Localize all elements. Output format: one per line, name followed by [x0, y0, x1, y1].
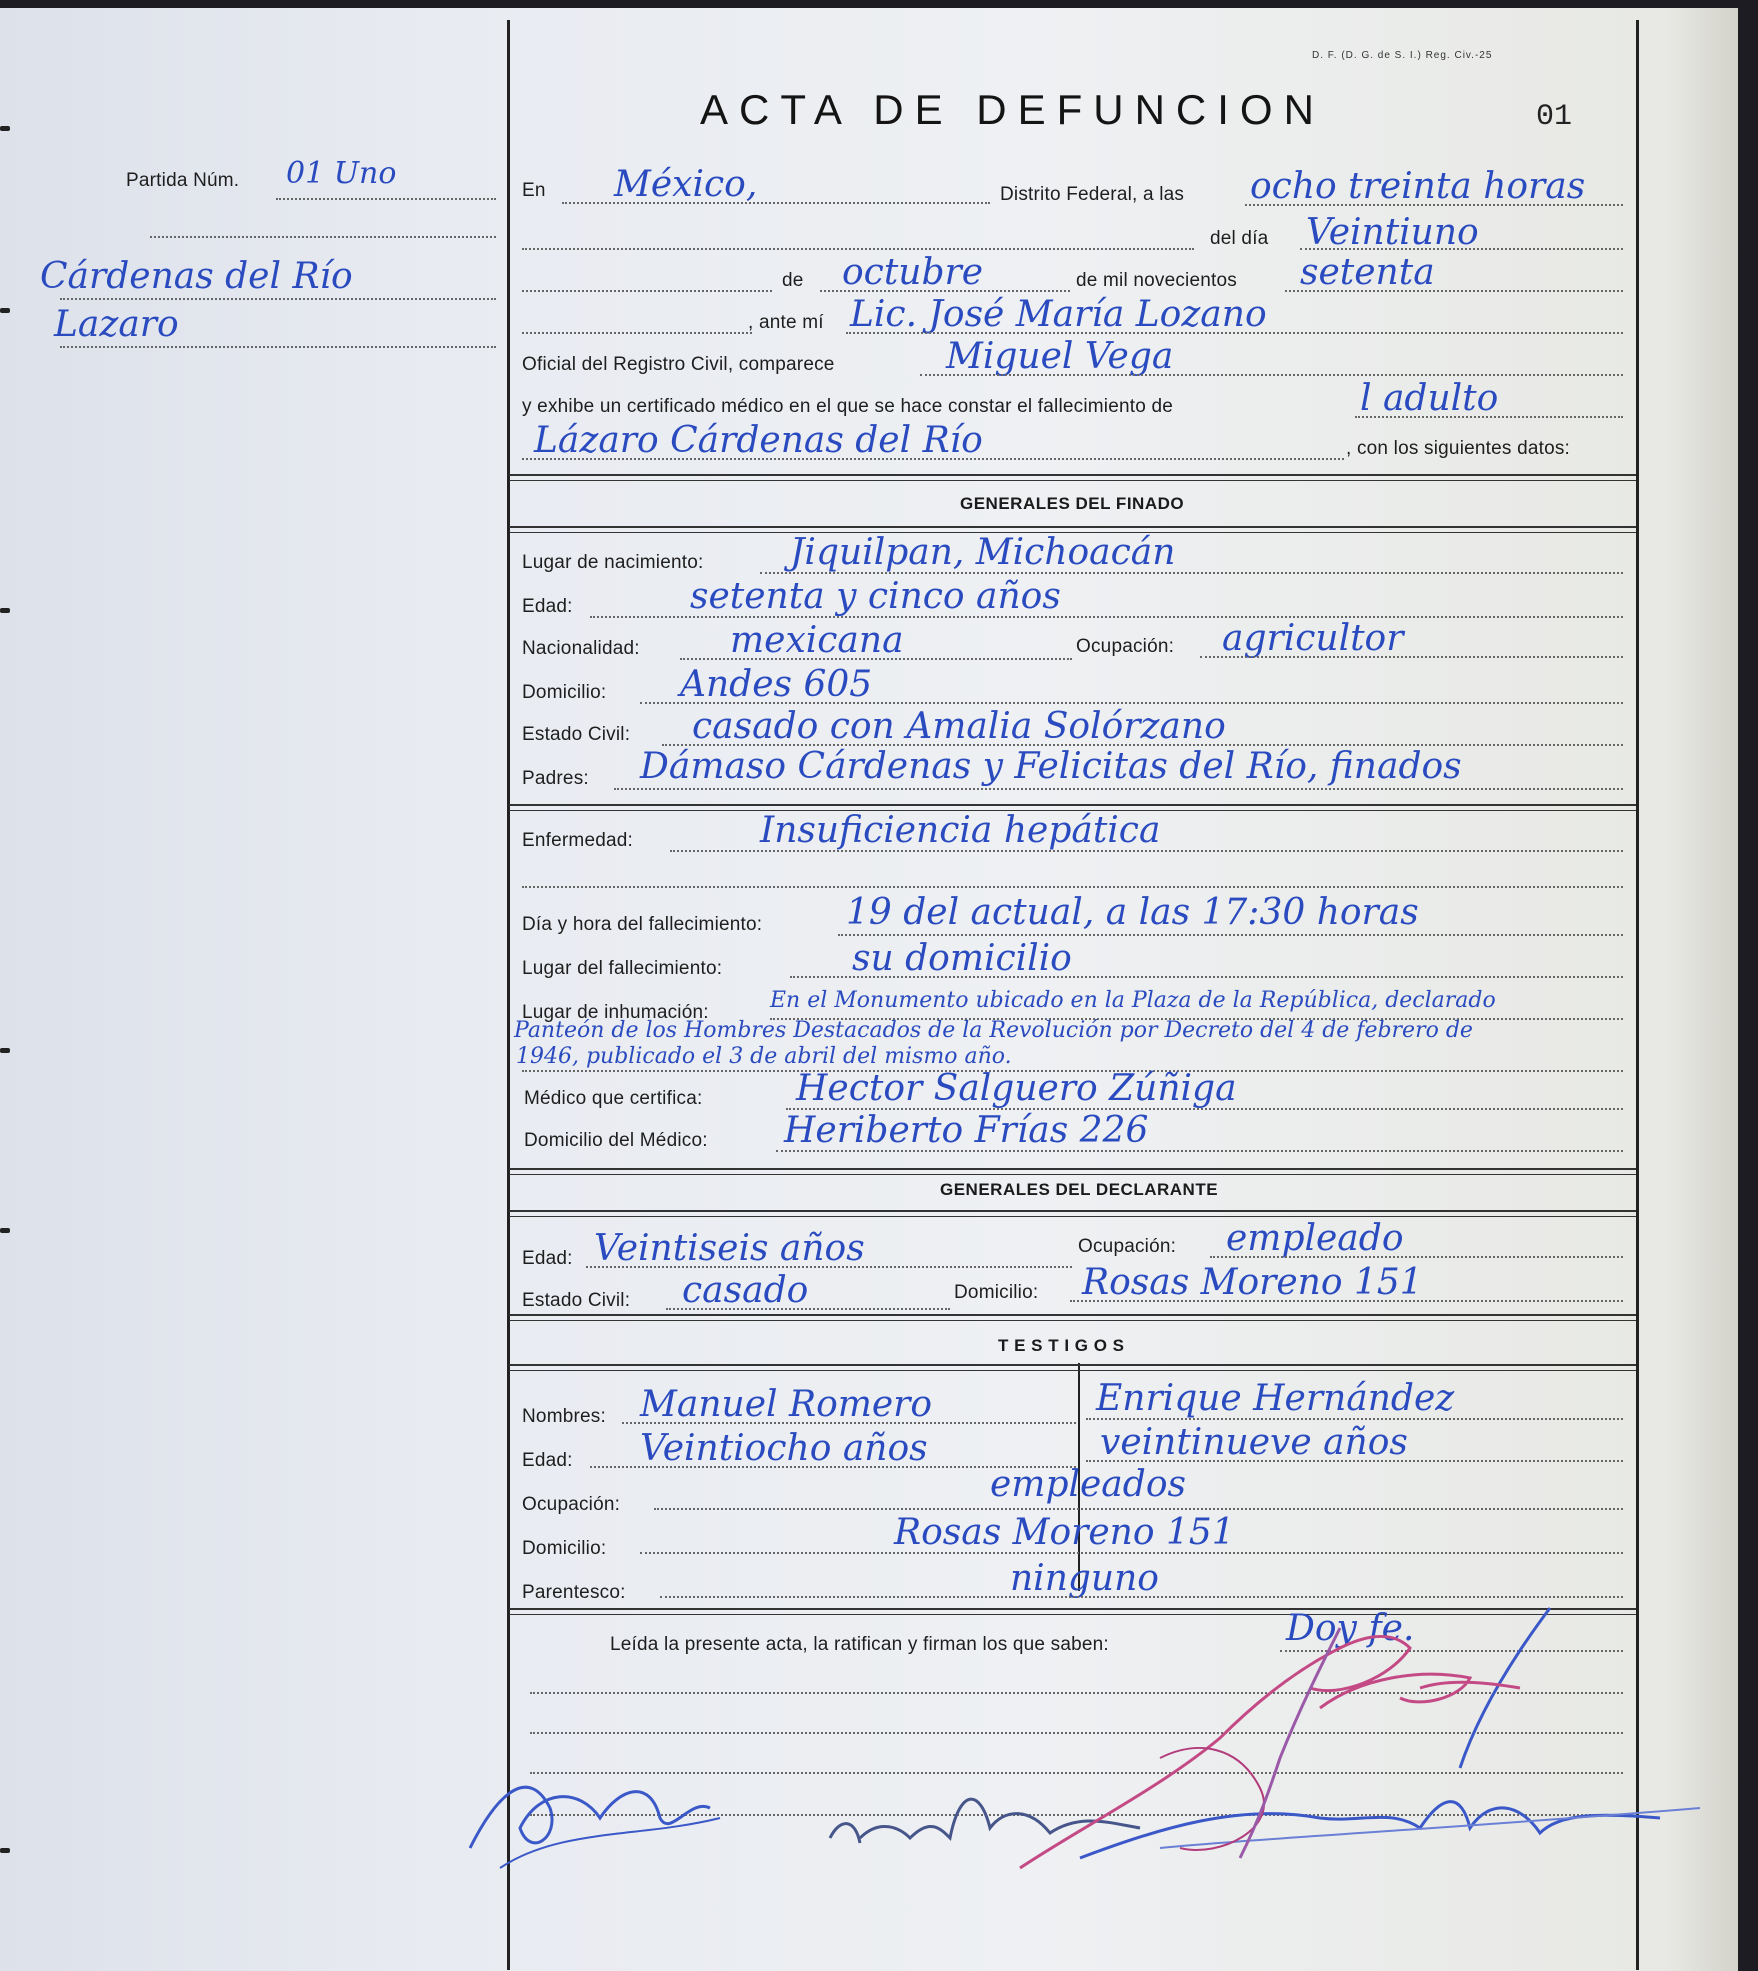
padres-value: Dámaso Cárdenas y Felicitas del Río, finados — [640, 746, 1462, 787]
lugar-fall-label: Lugar del fallecimiento: — [522, 958, 723, 979]
rule — [920, 374, 1623, 376]
medico-value: Hector Salguero Zúñiga — [796, 1068, 1237, 1109]
rule — [666, 1308, 950, 1310]
rule — [776, 1150, 1623, 1152]
decl-domicilio-value: Rosas Moreno 151 — [1082, 1262, 1423, 1303]
oficial-label: Oficial del Registro Civil, comparece — [522, 354, 835, 375]
testigo1-nombre: Manuel Romero — [640, 1384, 933, 1425]
edad-value: setenta y cinco años — [690, 576, 1061, 617]
testigos-ocupacion-value: empleados — [990, 1464, 1186, 1505]
rule — [509, 474, 1636, 476]
edad-label: Edad: — [522, 596, 573, 617]
rule — [1086, 1418, 1623, 1420]
rule — [1355, 416, 1623, 418]
year-value: setenta — [1300, 252, 1435, 293]
dom-medico-label: Domicilio del Médico: — [524, 1130, 708, 1151]
exhibe-label: y exhibe un certificado médico en el que se hace constar el fallecimiento de — [522, 396, 1174, 417]
dia-hora-label: Día y hora del fallecimiento: — [522, 914, 763, 935]
rule — [276, 198, 496, 200]
partida-value: 01 Uno — [286, 156, 397, 191]
rule — [1070, 1300, 1623, 1302]
ante-label: , ante mí — [748, 312, 824, 333]
signature-mark — [1160, 1748, 1264, 1850]
official-value: Lic. José María Lozano — [850, 294, 1267, 335]
rule — [820, 290, 1070, 292]
domicilio-label: Domicilio: — [522, 682, 607, 703]
finado-section-title: GENERALES DEL FINADO — [960, 494, 1185, 513]
doy-fe-value: Doy fe. — [1286, 1608, 1415, 1649]
inhumacion-line3: 1946, publicado el 3 de abril del mismo año. — [516, 1044, 1012, 1069]
rule — [680, 658, 1072, 660]
testigos-parentesco-label: Parentesco: — [522, 1582, 626, 1603]
place-value: México, — [614, 164, 758, 205]
en-label: En — [522, 180, 546, 201]
medico-label: Médico que certifica: — [524, 1088, 703, 1109]
testigos-parentesco-value: ninguno — [1010, 1558, 1159, 1599]
month-value: octubre — [842, 252, 984, 293]
declarante-section-title: GENERALES DEL DECLARANTE — [940, 1180, 1219, 1199]
df-label: Distrito Federal, a las — [1000, 184, 1185, 205]
signature-mark — [470, 1787, 710, 1848]
rule — [509, 1216, 1636, 1217]
decl-edad-value: Veintiseis años — [594, 1228, 865, 1269]
rule — [654, 1508, 1623, 1510]
rule — [614, 788, 1623, 790]
decl-domicilio-label: Domicilio: — [954, 1282, 1039, 1303]
enfermedad-value: Insuficiencia hepática — [760, 810, 1161, 851]
partida-label: Partida Núm. — [126, 170, 240, 191]
rule — [790, 976, 1623, 978]
rule — [509, 1210, 1636, 1212]
testigo1-edad: Veintiocho años — [640, 1428, 928, 1469]
binder-hole — [0, 1848, 10, 1853]
deceased-name-value: Lázaro Cárdenas del Río — [534, 420, 983, 461]
testigos-domicilio-label: Domicilio: — [522, 1538, 607, 1559]
rule — [509, 1174, 1636, 1175]
signature-mark — [1240, 1628, 1340, 1858]
binder-hole — [0, 126, 10, 131]
rule — [509, 1370, 1636, 1371]
rule — [562, 202, 990, 204]
de-label: de — [782, 270, 804, 291]
rule — [509, 1168, 1636, 1170]
rule — [1200, 656, 1623, 658]
margin-name-line1: Cárdenas del Río — [40, 256, 353, 297]
dia-hora-value: 19 del actual, a las 17:30 horas — [846, 892, 1419, 933]
decl-edad-label: Edad: — [522, 1248, 573, 1269]
lugar-nac-value: Jiquilpan, Michoacán — [790, 532, 1176, 573]
certificate-sheet — [0, 8, 1738, 1971]
signature-mark — [1460, 1608, 1550, 1768]
decl-estado-civil-value: casado — [682, 1270, 809, 1311]
estado-civil-value: casado con Amalia Solórzano — [692, 706, 1226, 747]
time-value: ocho treinta horas — [1250, 166, 1586, 207]
inhumacion-line2: Panteón de los Hombres Destacados de la Revolución por Decreto del 4 de febrero de — [514, 1018, 1473, 1043]
estado-civil-label: Estado Civil: — [522, 724, 631, 745]
rule — [509, 1314, 1636, 1316]
rule — [509, 1320, 1636, 1321]
rule — [1285, 290, 1623, 292]
decl-ocupacion-label: Ocupación: — [1078, 1236, 1177, 1257]
rule — [1086, 1460, 1623, 1462]
rule — [522, 290, 772, 292]
testigo2-nombre: Enrique Hernández — [1096, 1378, 1455, 1419]
binder-hole — [0, 1228, 10, 1233]
rule — [509, 1364, 1636, 1366]
testigo2-edad: veintinueve años — [1100, 1422, 1408, 1463]
inhumacion-label: Lugar de inhumación: — [522, 1002, 709, 1023]
rule — [509, 804, 1636, 806]
del-dia-label: del día — [1210, 228, 1269, 249]
rule — [622, 1422, 1076, 1424]
signature-mark — [1080, 1802, 1660, 1858]
datos-label: , con los siguientes datos: — [1346, 438, 1571, 459]
rule — [1245, 204, 1623, 206]
binder-hole — [0, 1048, 10, 1053]
rule — [522, 886, 1623, 888]
rule — [60, 298, 496, 300]
form-code: D. F. (D. G. de S. I.) Reg. Civ.-25 — [1312, 50, 1493, 61]
enfermedad-label: Enfermedad: — [522, 830, 633, 851]
rule — [522, 248, 1194, 250]
rule — [838, 934, 1623, 936]
rule — [509, 480, 1636, 481]
rule — [670, 850, 1623, 852]
ocupacion-label: Ocupación: — [1076, 636, 1175, 657]
padres-label: Padres: — [522, 768, 589, 789]
margin-name-line2: Lazaro — [54, 304, 179, 345]
rule — [509, 526, 1636, 528]
rule — [640, 1552, 1623, 1554]
declarant-value: Miguel Vega — [946, 336, 1174, 377]
rule — [150, 236, 496, 238]
rule — [1210, 1256, 1623, 1258]
decl-ocupacion-value: empleado — [1226, 1218, 1404, 1259]
testigos-ocupacion-label: Ocupación: — [522, 1494, 621, 1515]
rule — [586, 1266, 1072, 1268]
leida-label: Leída la presente acta, la ratifican y firman los que saben: — [610, 1634, 1109, 1655]
inhumacion-line1: En el Monumento ubicado en la Plaza de la República, declarado — [770, 988, 1496, 1013]
nacionalidad-label: Nacionalidad: — [522, 638, 640, 659]
deceased-type-value: l adulto — [1360, 378, 1499, 419]
rule — [640, 702, 1623, 704]
rule — [522, 332, 752, 334]
nacionalidad-value: mexicana — [730, 620, 904, 661]
lugar-nac-label: Lugar de nacimiento: — [522, 552, 704, 573]
testigos-nombres-label: Nombres: — [522, 1406, 606, 1427]
rule — [590, 616, 1623, 618]
page-title: ACTA DE DEFUNCION — [700, 86, 1325, 133]
testigos-domicilio-value: Rosas Moreno 151 — [894, 1512, 1235, 1553]
domicilio-value: Andes 605 — [680, 664, 873, 705]
signatures-drawing — [460, 1588, 1720, 1888]
day-value: Veintiuno — [1306, 212, 1479, 253]
rule — [1300, 248, 1623, 250]
testigos-edad-label: Edad: — [522, 1450, 573, 1471]
rule — [760, 572, 1623, 574]
acta-number: 01 — [1536, 100, 1573, 134]
rule — [522, 458, 1344, 460]
binder-hole — [0, 608, 10, 613]
lugar-fall-value: su domicilio — [852, 938, 1072, 979]
binder-hole — [0, 308, 10, 313]
rule — [846, 332, 1623, 334]
rule — [60, 346, 496, 348]
ocupacion-value: agricultor — [1222, 618, 1404, 659]
decl-estado-civil-label: Estado Civil: — [522, 1290, 631, 1311]
dom-medico-value: Heriberto Frías 226 — [784, 1110, 1149, 1151]
testigos-section-title: T E S T I G O S — [998, 1336, 1125, 1355]
mil-label: de mil novecientos — [1076, 270, 1237, 291]
